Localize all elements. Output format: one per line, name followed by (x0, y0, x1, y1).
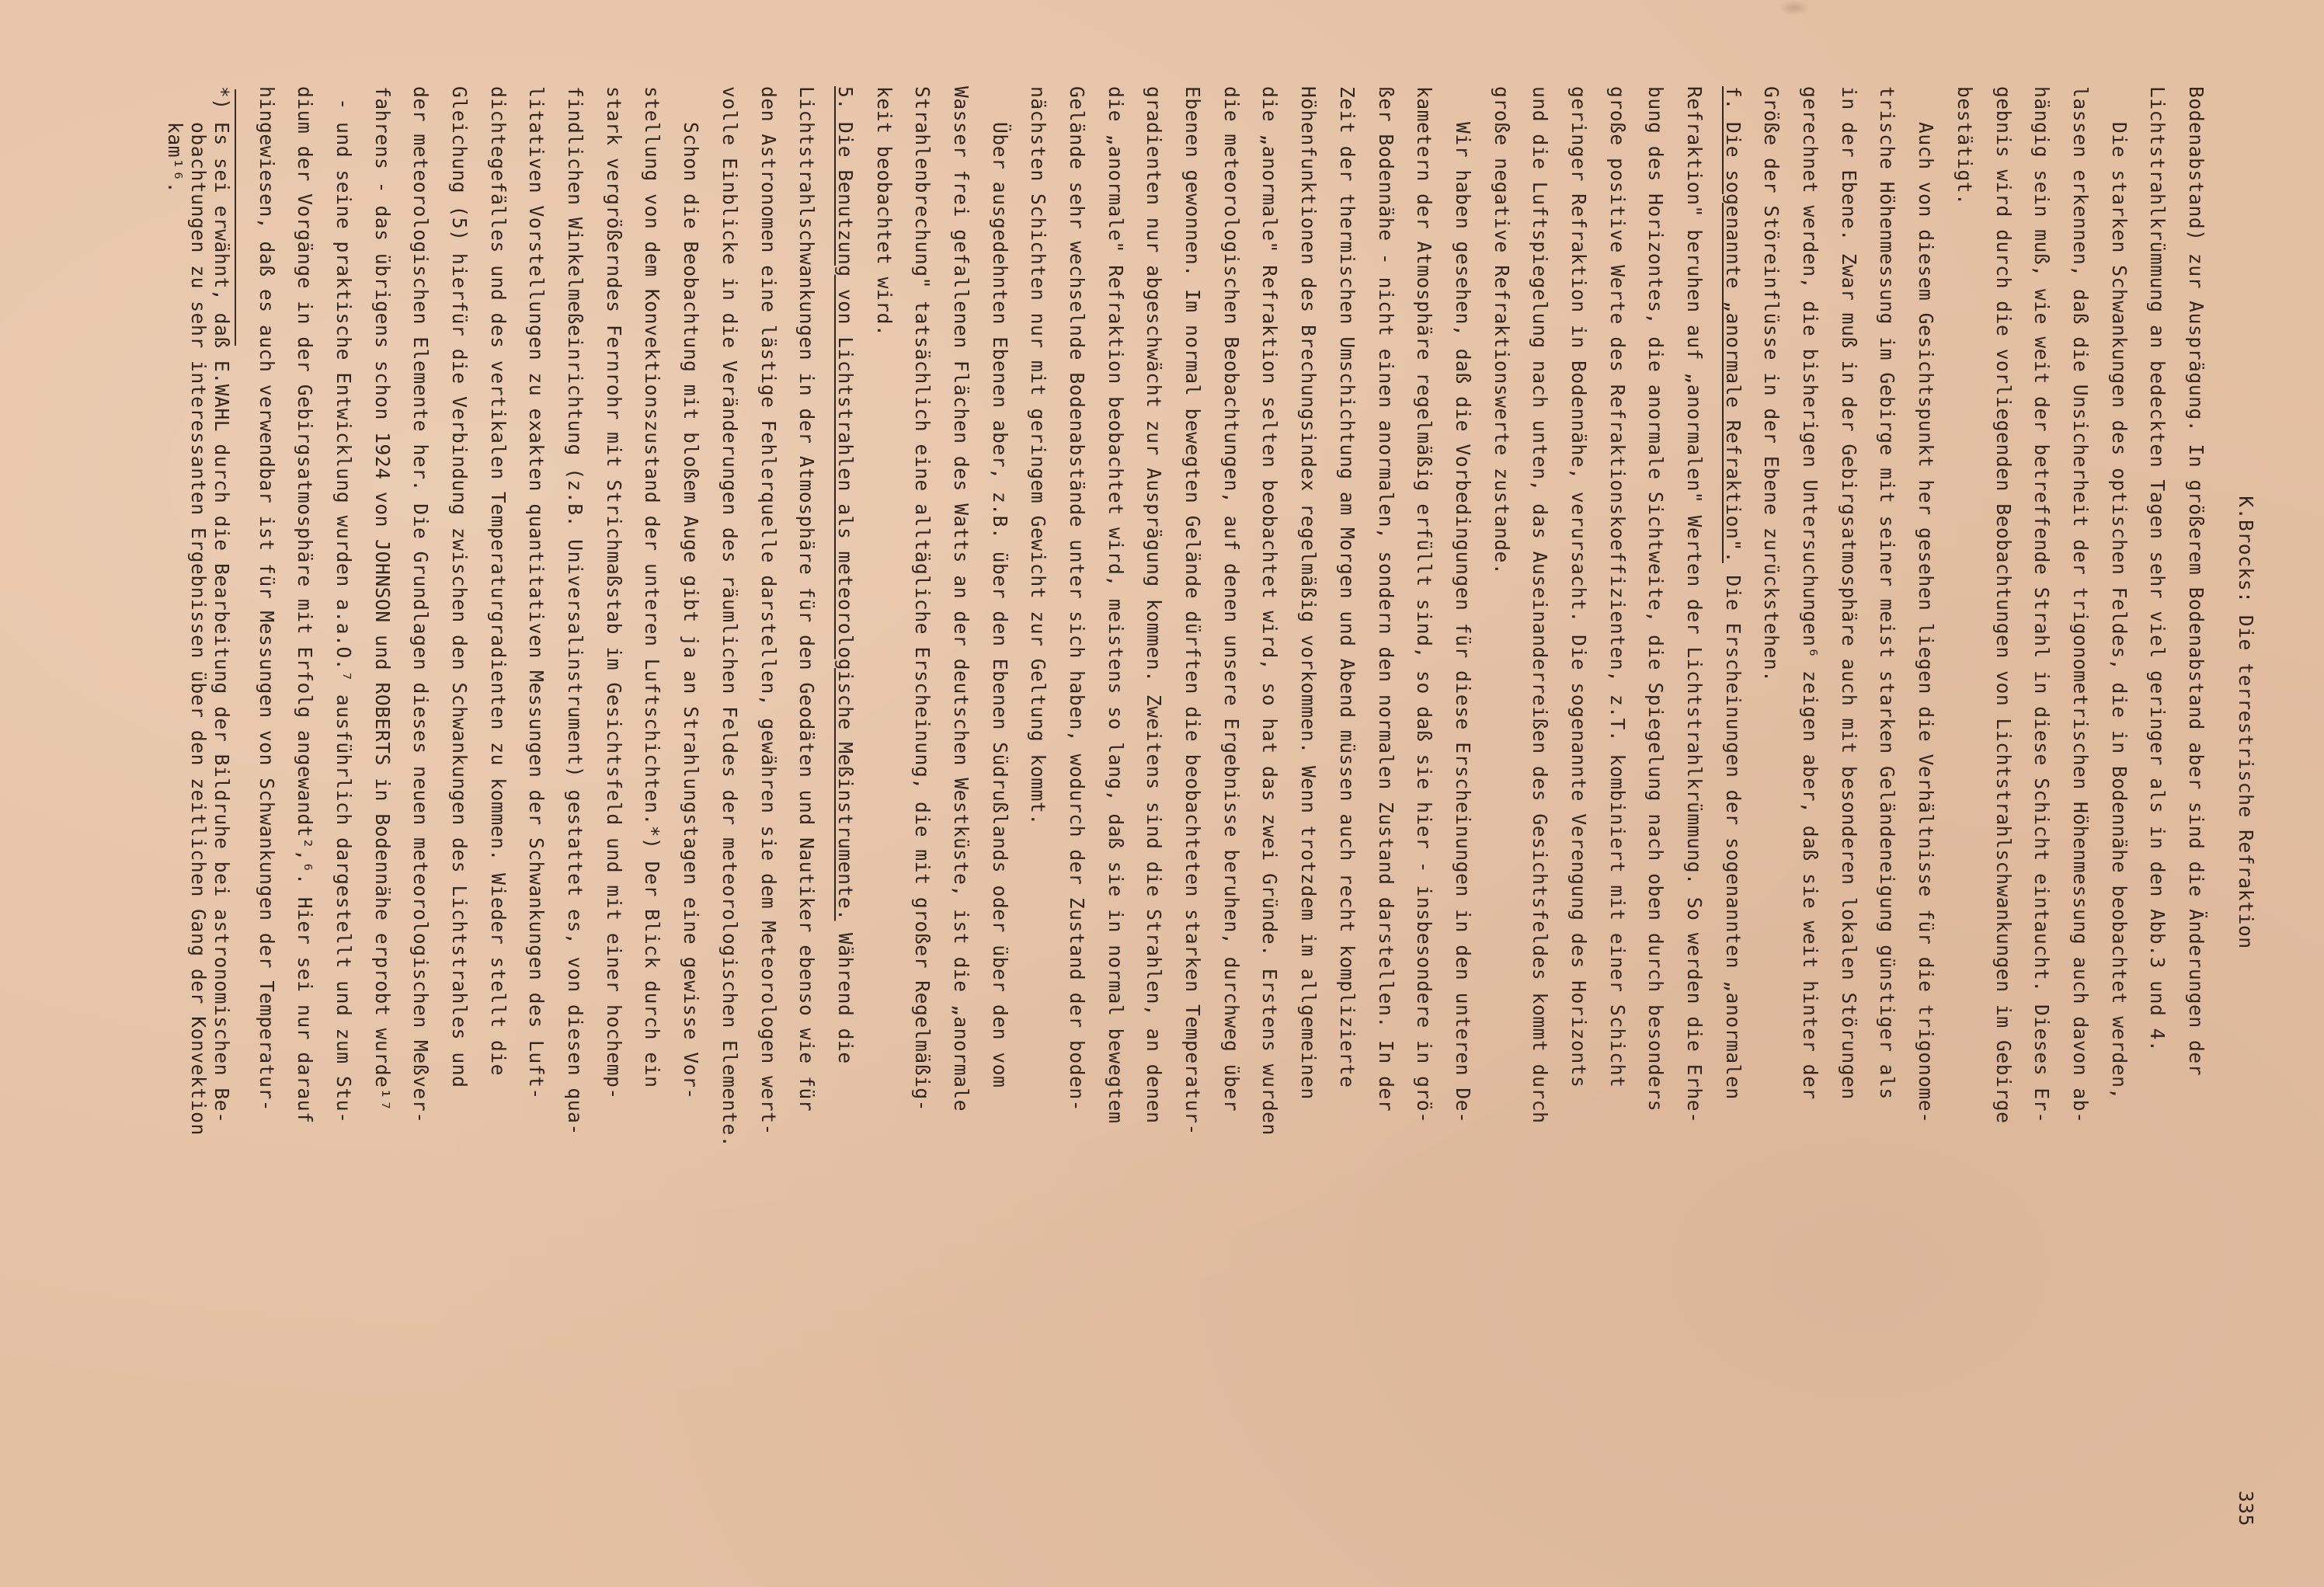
section-5-heading: 5. Die Benutzung von Lichtstrahlen als meteorologische Meßinstrumente. (833, 86, 857, 921)
body-text (163, 43, 2215, 1542)
paper-stain (1779, 0, 1810, 16)
text-line: fahrens - das übrigens schon 1924 von JOHNSON und ROBERTS in Bodennähe erprobt wurde¹⁷ (371, 86, 394, 1112)
text-line: Schon die Beobachtung mit bloßem Auge gibt ja an Strahlungstagen eine gewisse Vor- (680, 86, 703, 1100)
text-line: Lichtstrahlschwankungen in der Atmosphäre für den Geodäten und Nautiker ebenso wie für (795, 86, 819, 1112)
text-line: Refraktion" beruhen auf „anormalen" Werten der Lichtstrahlkrümmung. So werden die Erhe- (1683, 86, 1706, 1124)
text-line: stellung von dem Konvektionszustand der unteren Luftschichten.*) Der Blick durch ein (641, 86, 664, 1088)
section-5-heading-line (826, 86, 865, 1511)
text-line: keit beobachtet wird. (872, 86, 896, 337)
text-line: bestätigt. (1953, 86, 1976, 206)
running-title: K.Brocks: Die terrestrische Refraktion (2235, 496, 2257, 949)
text-line: die meteorologischen Beobachtungen, auf denen unsere Ergebnisse beruhen, durchweg über (1219, 86, 1243, 1112)
text-line: Strahlenbrechung" tatsächlich eine alltägliche Erscheinung, die mit großer Regelmäßig- (911, 86, 934, 1112)
section-f-heading: f. Die sogenannte „anormale Refraktion". (1721, 86, 1745, 564)
text-line: - und seine praktische Entwicklung wurden a.a.O.⁷ ausführlich dargestellt und zum Stu- (332, 86, 355, 1124)
text-line: die „anormale" Refraktion selten beobachtet wird, so hat das zwei Gründe. Erstens wurden (1258, 86, 1282, 1136)
text-line: hängig sein muß, wie weit der betreffende Strahl in diese Schicht eintaucht. Dieses Er- (2030, 86, 2054, 1124)
text-line: Auch von diesem Gesichtspunkt her gesehen liegen die Verhältnisse für die trigonome- (1915, 86, 1938, 1124)
text-line: lassen erkennen, daß die Unsicherheit der trigonometrischen Höhenmessung auch davon ab- (2068, 86, 2092, 1124)
text-line: Gleichung (5) hierfür die Verbindung zwischen den Schwankungen des Lichtstrahles und (448, 86, 471, 1088)
section-f-heading-line (1713, 86, 1752, 1511)
text-line: Ebenen gewonnen. Im normal bewegten Gelände dürften die beobachteten starken Temperatur- (1181, 86, 1205, 1136)
text-line: Bodenabstand) zur Ausprägung. In größerem Bodenabstand aber sind die Änderungen der (2185, 86, 2207, 1077)
text-line: Höhenfunktionen des Brechungsindex regelmäßig vorkommen. Wenn trotzdem im allgemeinen (1297, 86, 1320, 1100)
text-line: Die starken Schwankungen des optischen Feldes, die in Bodennähe beobachtet werden, (2107, 86, 2131, 1100)
text-line: Über ausgedehnten Ebenen aber, z.B. über den Ebenen Südrußlands oder über den vom (988, 86, 1011, 1088)
text-line: trische Höhenmessung im Gebirge mit seiner meist starken Geländeneigung günstiger als (1876, 86, 1899, 1100)
text-line: in der Ebene. Zwar muß in der Gebirgsatmosphäre auch mit besonderen lokalen Störungen (1837, 86, 1860, 1100)
text-line: dium der Vorgänge in der Gebirgsatmosphäre mit Erfolg angewandt²,⁶. Hier sei nur darauf (294, 86, 317, 1124)
section-5-heading-rest: Während die (833, 921, 857, 1064)
text-line: Gelände sehr wechselnde Bodenabstände unter sich haben, wodurch der Zustand der boden- (1066, 86, 1089, 1112)
footnote-divider (235, 89, 236, 346)
text-line: Wasser frei gefallenen Flächen des Watts an der deutschen Westküste, ist die „anormale (950, 86, 972, 1112)
footnote-line: kam¹⁶. (163, 86, 186, 194)
text-line: findlichen Winkelmeßeinrichtung (z.B. Universalinstrument) gestattet es, von diesen qua- (564, 86, 587, 1136)
text-line: dichtegefälles und des vertikalen Temperaturgradienten zu kommen. Wieder stellt die (486, 86, 510, 1077)
text-line: stark vergrößerndes Fernrohr mit Strichmaßstab im Gesichtsfeld und mit einer hochemp- (602, 86, 625, 1100)
text-line: hingewiesen, daß es auch verwendbar ist für Messungen von Schwankungen der Temperatur- (255, 86, 278, 1112)
text-line: geringer Refraktion in Bodennähe, verursacht. Die sogenannte Verengung des Horizonts (1567, 86, 1590, 1088)
text-line: große positive Werte des Refraktionskoeffizienten, z.T. kombiniert mit einer Schicht (1606, 86, 1629, 1088)
text-line: große negative Refraktionswerte zustande. (1490, 86, 1513, 576)
text-line: gradienten nur abgeschwächt zur Ausprägung kommen. Zweitens sind die Strahlen, an denen (1143, 86, 1166, 1124)
text-line: und die Luftspiegelung nach unten, das Auseinanderreißen des Gesichtsfeldes kommt durch (1529, 86, 1552, 1124)
text-line: volle Einblicke in die Veränderungen des räumlichen Feldes der meteorologischen Elemente. (718, 86, 741, 1148)
rotated-document-page (64, 43, 2270, 1542)
page-number: 335 (2235, 1490, 2257, 1526)
text-line: Lichtstrahlkrümmung an bedeckten Tagen sehr viel geringer als in den Abb.3 und 4. (2146, 86, 2169, 1053)
section-f-heading-rest: Die Erscheinungen der sogenannten „anormalen (1721, 563, 1745, 1100)
text-line: der meteorologischen Elemente her. Die Grundlagen dieses neuen meteorologischen Meßver- (409, 86, 433, 1124)
text-line: den Astronomen eine lästige Fehlerquelle darstellen, gewähren sie dem Meteorologen wert- (757, 86, 780, 1136)
footnote-line: *) Es sei erwähnt, daß E.WAHL durch die Bearbeitung der Bildruhe bei astronomischen Be- (210, 86, 233, 1124)
text-line: gerechnet werden, die bisherigen Untersuchungen⁶ zeigen aber, daß sie weit hinter der (1799, 86, 1822, 1100)
text-line: die „anormale" Refraktion beobachtet wird, meistens so lang, daß sie in normal bewegtem (1104, 86, 1127, 1124)
text-line: kametern der Atmosphäre regelmäßig erfüllt sind, so daß sie hier - insbesondere in grö- (1413, 86, 1436, 1124)
text-line: bung des Horizontes, die anormale Sichtweite, die Spiegelung nach oben durch besonders (1644, 86, 1668, 1112)
text-line: litativen Vorstellungen zu exakten quantitativen Messungen der Schwankungen des Luft- (525, 86, 548, 1100)
text-line: Zeit der thermischen Umschichtung am Morgen und Abend müssen auch recht komplizierte (1335, 86, 1359, 1088)
text-line: gebnis wird durch die vorliegenden Beobachtungen von Lichtstrahlschwankungen im Gebirge (1992, 86, 2015, 1124)
text-line: nächsten Schichten nur mit geringem Gewicht zur Geltung kommt. (1027, 86, 1050, 826)
footnote-line: obachtungen zu sehr interessanten Ergebnissen über den zeitlichen Gang der Konvektion (186, 86, 210, 1136)
page-header (2215, 43, 2270, 1542)
text-line: ßer Bodennähe - nicht einen anormalen, sondern den normalen Zustand darstellen. In der (1374, 86, 1397, 1112)
text-line: Größe der Störeinflüsse in der Ebene zurückstehen. (1760, 86, 1783, 683)
text-line: Wir haben gesehen, daß die Vorbedingungen für diese Erscheinungen in den unteren De- (1451, 86, 1474, 1124)
